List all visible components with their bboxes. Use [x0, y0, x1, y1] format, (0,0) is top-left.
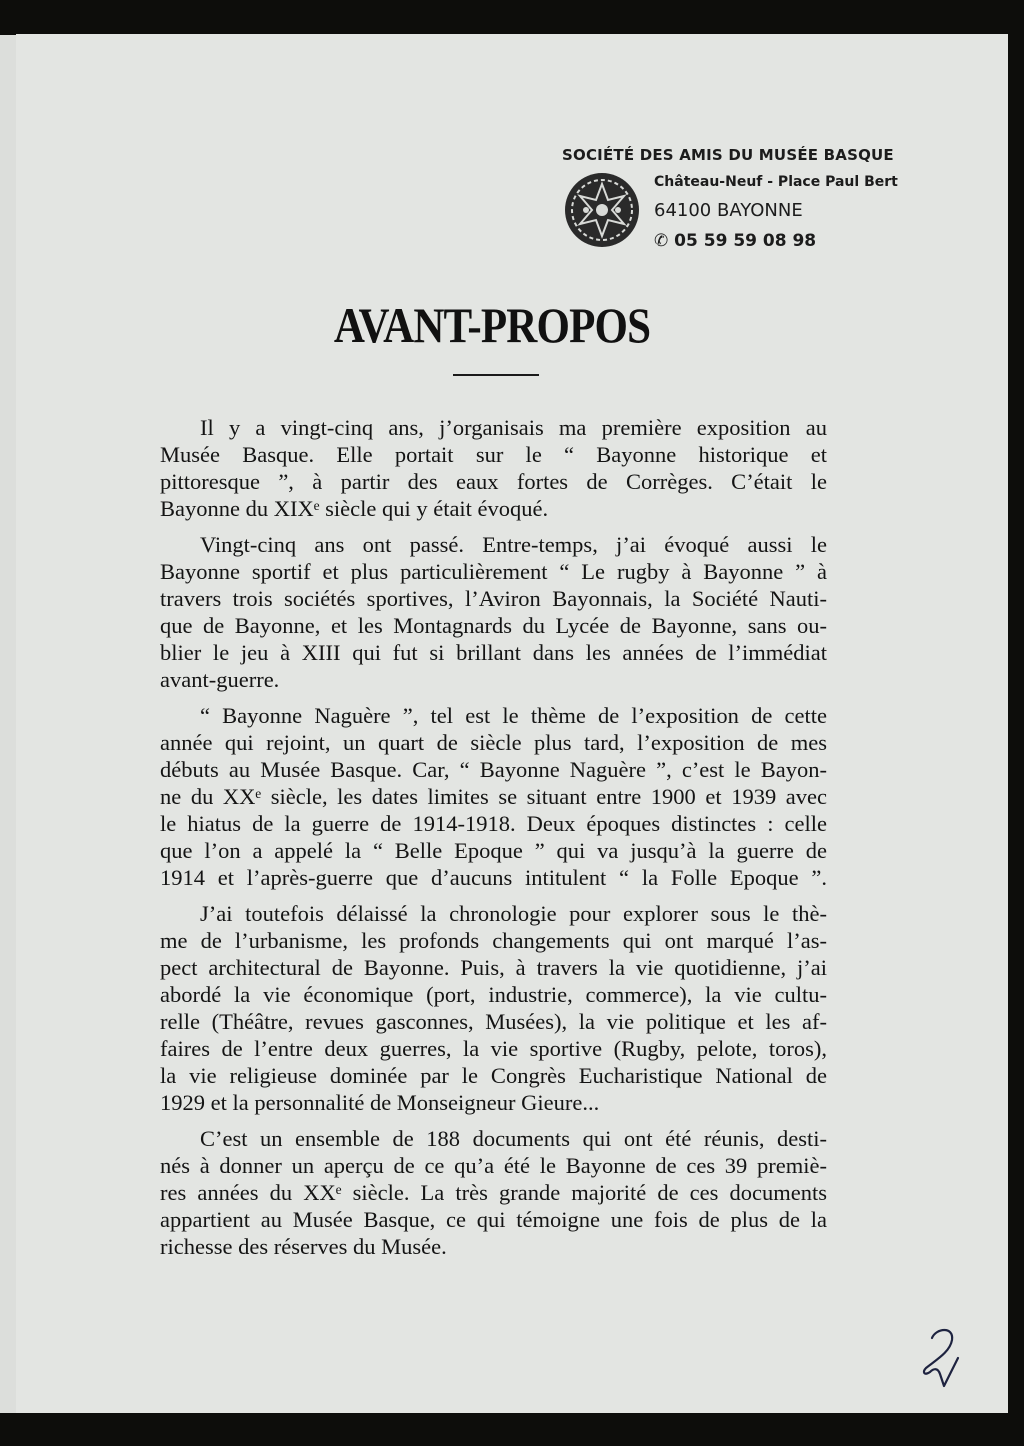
- body-text: [160, 414, 827, 1269]
- text-line: avant-guerre.: [160, 667, 280, 692]
- page-title: AVANT-PROPOS: [333, 297, 651, 353]
- stamp-city: 64100 BAYONNE: [654, 200, 803, 221]
- text-line: travers trois sociétés sportives, l’Aviron Bayonnais, la Société Nauti-: [160, 586, 827, 611]
- text-line: Il y a vingt-cinq ans, j’organisais ma première exposition au: [200, 415, 827, 440]
- text-line: Bayonne du XIXᵉ siècle qui y était évoqué.: [160, 496, 549, 521]
- paragraph: [160, 702, 827, 891]
- text-line: 1914 et l’après-guerre que d’aucuns intitulent “ la Folle Epoque ”.: [160, 865, 827, 890]
- stamp-phone: ✆ 05 59 59 08 98: [654, 231, 817, 251]
- text-line: pittoresque ”, à partir des eaux fortes de Corrèges. C’était le: [160, 469, 827, 494]
- text-line: Musée Basque. Elle portait sur le “ Bayonne historique et: [160, 442, 827, 467]
- text-line: pect architectural de Bayonne. Puis, à travers la vie quotidienne, j’ai: [160, 955, 827, 980]
- text-line: C’est un ensemble de 188 documents qui ont été réunis, desti-: [200, 1126, 827, 1151]
- text-line: que l’on a appelé la “ Belle Epoque ” qui va jusqu’à la guerre de: [160, 838, 827, 863]
- text-line: faires de l’entre deux guerres, la vie sportive (Rugby, pelote, toros),: [160, 1036, 827, 1061]
- text-line: me de l’urbanisme, les profonds changements qui ont marqué l’as-: [160, 928, 827, 953]
- text-line: 1929 et la personnalité de Monseigneur Gieure...: [160, 1090, 600, 1115]
- text-line: que de Bayonne, et les Montagnards du Lycée de Bayonne, sans ou-: [160, 613, 827, 638]
- text-line: blier le jeu à XIII qui fut si brillant dans les années de l’immédiat: [160, 640, 827, 665]
- text-line: richesse des réserves du Musée.: [160, 1234, 447, 1259]
- stamp-emblem-icon: [562, 170, 642, 250]
- text-line: la vie religieuse dominée par le Congrès Eucharistique National de: [160, 1063, 827, 1088]
- stamp-organization: SOCIÉTÉ DES AMIS DU MUSÉE BASQUE: [562, 146, 894, 164]
- text-line: ne du XXᵉ siècle, les dates limites se situant entre 1900 et 1939 avec: [160, 784, 827, 809]
- text-line: le hiatus de la guerre de 1914-1918. Deux époques distinctes : celle: [160, 811, 827, 836]
- title-divider: [453, 374, 539, 376]
- text-line: appartient au Musée Basque, ce qui témoigne une fois de plus de la: [160, 1207, 827, 1232]
- society-stamp: [562, 140, 1008, 270]
- paragraph: [160, 531, 827, 693]
- text-line: “ Bayonne Naguère ”, tel est le thème de l’exposition de cette: [200, 703, 827, 728]
- text-line: J’ai toutefois délaissé la chronologie pour explorer sous le thè-: [200, 901, 827, 926]
- paragraph: [160, 1125, 827, 1260]
- paragraph: [160, 414, 827, 522]
- text-line: abordé la vie économique (port, industrie, commerce), la vie cultu-: [160, 982, 827, 1007]
- paragraph: [160, 900, 827, 1116]
- text-line: Vingt-cinq ans ont passé. Entre-temps, j’ai évoqué aussi le: [200, 532, 827, 557]
- handwritten-page-number: [914, 1324, 964, 1394]
- stamp-address: Château-Neuf - Place Paul Bert: [654, 174, 898, 190]
- text-line: res années du XXᵉ siècle. La très grande majorité de ces documents: [160, 1180, 827, 1205]
- text-line: débuts au Musée Basque. Car, “ Bayonne Naguère ”, c’est le Bayon-: [160, 757, 827, 782]
- text-line: Bayonne sportif et plus particulièrement “ Le rugby à Bayonne ” à: [160, 559, 827, 584]
- text-line: nés à donner un aperçu de ce qu’a été le Bayonne de ces 39 premiè-: [160, 1153, 827, 1178]
- document-page: [16, 34, 1008, 1413]
- text-line: année qui rejoint, un quart de siècle plus tard, l’exposition de mes: [160, 730, 827, 755]
- adjacent-page-edge: [0, 35, 17, 1413]
- text-line: relle (Théâtre, revues gasconnes, Musées), la vie politique et les af-: [160, 1009, 827, 1034]
